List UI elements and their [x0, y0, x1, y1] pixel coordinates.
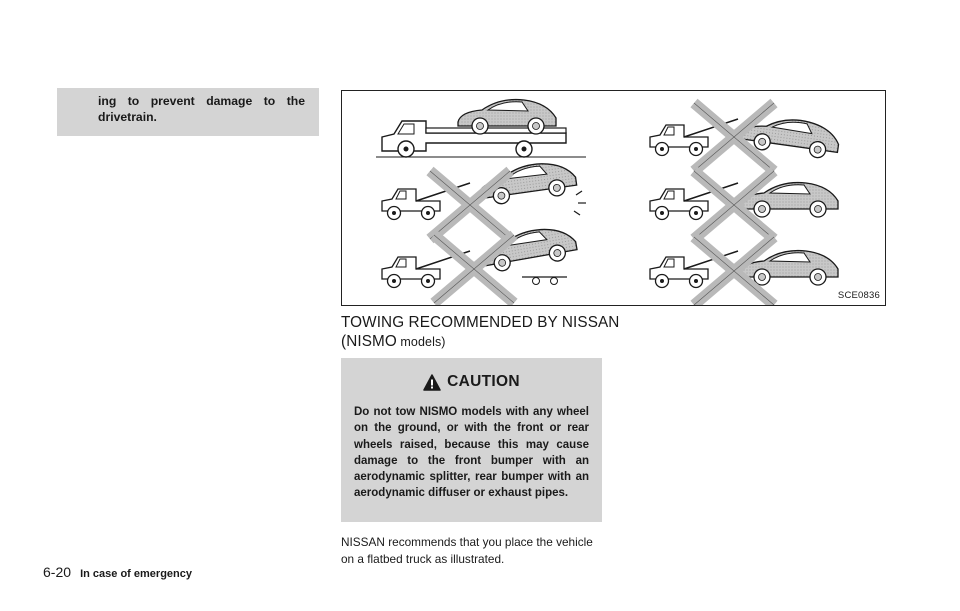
section-heading-main: TOWING RECOMMENDED BY NISSAN (	[341, 314, 620, 350]
page-footer	[43, 564, 192, 580]
tow-dolly-icon	[522, 277, 567, 285]
towing-illustration	[341, 90, 886, 306]
prohibited-x-icon	[430, 171, 510, 239]
warning-triangle-icon	[423, 374, 441, 391]
figure-code: SCE0836	[837, 290, 880, 301]
section-heading-sub: models)	[396, 334, 446, 349]
caution-title: CAUTION	[447, 373, 520, 390]
section-heading-nismo: NISMO	[346, 332, 397, 350]
wheel-spin-marks	[574, 191, 586, 215]
body-paragraph: NISSAN recommends that you place the vehicle on a flatbed truck as illustrated.	[341, 535, 593, 566]
towing-illustration-svg	[342, 91, 886, 306]
continued-warning-box	[57, 88, 319, 136]
page-number: 6-20	[43, 564, 72, 580]
caution-header	[354, 372, 589, 392]
caution-text: Do not tow NISMO models with any wheel on the ground, or with the front or rear wheels raised, because this may cause damage to the front bumper with an aerodynamic splitter, rear bumper with an aerodynamic diffuser or exhaust pipes.	[354, 406, 589, 500]
section-heading	[341, 314, 621, 351]
footer-section-title: In case of emergency	[80, 568, 192, 580]
caution-box	[341, 358, 602, 522]
continued-warning-text: ing to prevent damage to the drivetrain.	[98, 94, 305, 124]
